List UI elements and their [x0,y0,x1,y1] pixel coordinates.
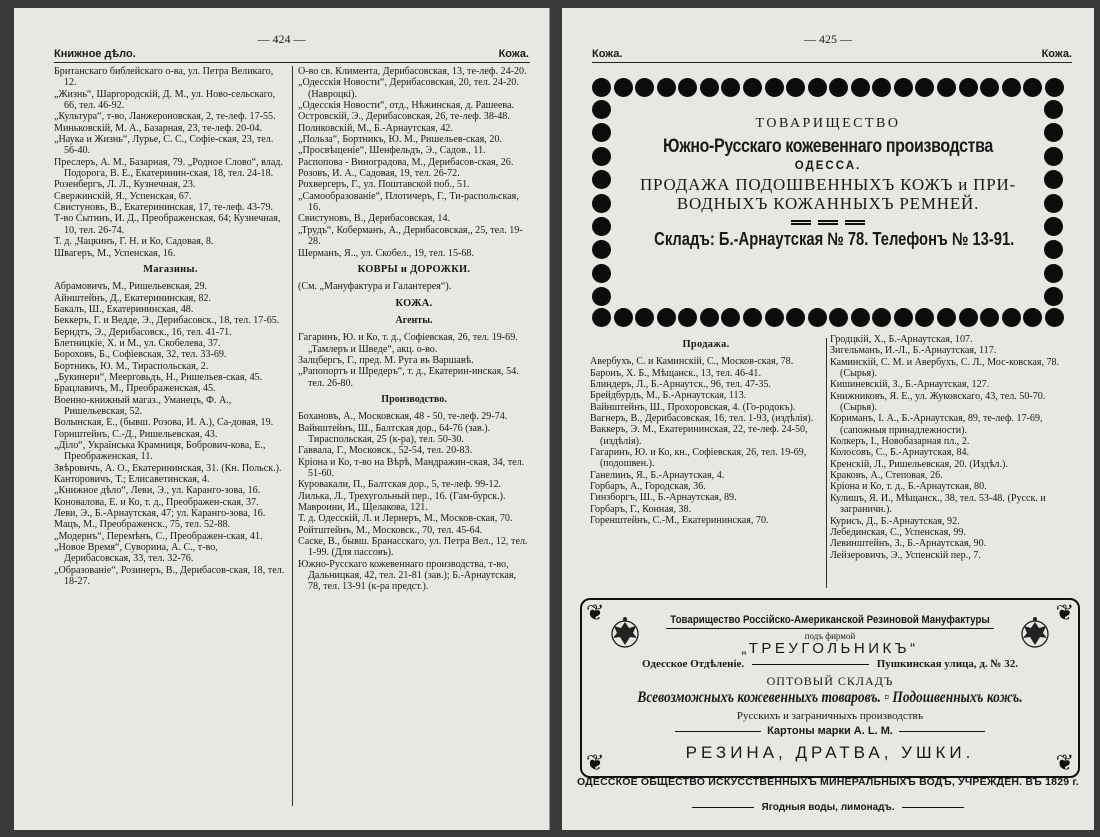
ad2-manufactory-name: Товарищество Россійско-Американской Резиновой Мануфактуры [666,614,994,629]
border-dot [959,78,978,97]
border-dot [1044,240,1063,259]
section-heading: КОЖА. [395,297,433,309]
border-dot [1045,78,1064,97]
directory-entry: Кренскій, Л., Ришельевская, 20. (Издѣл.). [830,458,1008,470]
directory-entry: Вагнеръ, В., Дерибасовская, 16, тел. 1-93, (издѣлія). [590,413,814,425]
directory-entry: Свержинскій, Я., Успенская, 67. [54,190,192,202]
border-dot [592,147,611,166]
directory-entry: Звѣровичъ, А. О., Екатерининская, 31. (Кн. Польск.). [54,462,282,474]
directory-entry: Лилька, Л., Трехугольный пер., 16. (Гам-бурск.). [298,490,506,502]
running-header-left: Кожа. [592,48,623,60]
directory-entry: „Образованіе“, Розинеръ, В., Дерибасов-ская, 18, тел. 18-27. [54,564,285,588]
directory-entry: Колосовъ, С., Б.-Арнаутская, 84. [830,447,970,459]
border-dot [980,308,999,327]
directory-entry: Бортникъ, Ю. М., Тираспольская, 2. [54,360,209,372]
dot-border-bottom [592,308,1064,328]
directory-entry: Рохвергеръ, Г., ул. Поштавской поб., 51. [298,179,470,191]
directory-entry: Ганелинъ, Я., Б.-Арнаутская, 4. [590,469,725,481]
ornament-icon: ❦ [586,600,605,625]
directory-entry: „Польза“, Бортникъ, Ю. М., Ришельев-ская, 20. [298,134,502,146]
directory-entry: Южно-Русскаго кожевеннаго производства, т-во, Дальницкая, 42, тел. 21-81 (зав.); Б.-Арнаутская, 78, тел. 13-91 (к-ра предст.). [298,558,517,593]
ad2-brand: „ТРЕУГОЛЬНИКЪ“ [741,640,919,657]
directory-entry: Кріона и Ко, т. д., Б.-Арнаутская, 80. [830,481,987,493]
directory-entry: Швагеръ, М., Успенская, 16. [54,247,176,259]
border-dot [592,264,611,283]
ad2-rule [899,731,985,732]
border-dot [872,78,891,97]
border-dot [700,78,719,97]
border-dot [915,78,934,97]
border-dot [592,308,611,327]
border-dot [786,308,805,327]
ad-city: ОДЕССА. [794,160,862,172]
border-dot [851,78,870,97]
double-eagle-emblem-icon [1018,616,1052,650]
ad-partnership-label: ТОВАРИЩЕСТВО [755,116,901,131]
directory-entry: Леви, Э., Б.-Арнаутская, 47; ул. Каранго-зова, 16. [54,508,266,520]
directory-entry: Краковъ, А., Степовая, 26. [830,470,943,482]
left-column-1 [54,66,287,826]
directory-entry: Беккеръ, Г. и Ведде, Э., Дерибасовск., 18, тел. 17-65. [54,315,280,327]
border-dot [1023,78,1042,97]
border-dot [592,217,611,236]
tannery-advertisement [592,78,1064,328]
directory-entry: „Жизнь“, Шаргородскій, Д. М., ул. Ново-сельскаго, 66, тел. 46-92. [54,88,276,112]
directory-entry: „Самообразованіе“, Плотичеръ, Г., Ти-распольская, 16. [298,190,519,214]
border-dot [1044,264,1063,283]
border-dot [808,78,827,97]
directory-entry: Розенбергъ, Л. Л., Кузнечная, 23. [54,179,196,191]
directory-entry: Бохановъ, А., Московская, 48 - 50, те-леф. 29-74. [298,411,508,423]
directory-entry: Канторовичъ, Т.; Елисаветинская, 4. [54,474,210,486]
border-dot [743,308,762,327]
border-dot [894,78,913,97]
column-divider [826,338,827,588]
ornament-icon: ❦ [1055,750,1074,775]
directory-entry: О-во св. Климента, Дерибасовская, 13, те-леф. 24-20. [298,66,527,77]
directory-entry: Волынская, Е., (бывш. Розова, И. А.), Са-довая, 19. [54,417,274,429]
border-dot [1044,100,1063,119]
berry-waters-label: Ягодныя воды, лимонадъ. [761,802,895,813]
border-dot [765,78,784,97]
border-dot [1044,123,1063,142]
directory-entry: Берндтъ, Э., Дерибасовск., 16, тел. 41-71. [54,326,232,338]
directory-entry: Левинштейнъ, З., Б.-Арнаутская, 90. [830,538,987,550]
border-dot [614,78,633,97]
border-dot [980,78,999,97]
directory-entry: Шерманъ, Я.., ул. Скобел., 19, тел. 15-68. [298,247,474,259]
directory-entry: Свистуновъ, В., Дерибасовская, 14. [298,213,451,225]
section-heading: Магазины. [143,263,198,275]
directory-entry: Поликовскій, М., Б.-Арнаутская, 42. [298,122,453,134]
double-eagle-emblem-icon [608,616,642,650]
ad2-branch-line [642,658,1018,670]
ad-products: ПРОДАЖА ПОДОШВЕННЫХЪ КОЖЪ и ПРИ-ВОДНЫХЪ КОЖАННЫХЪ РЕМНЕЙ. [639,175,1017,213]
column-divider [292,66,293,806]
border-dot [1044,217,1063,236]
directory-entry: Гаввала, Г., Московск., 52-54, тел. 20-83. [298,445,473,457]
directory-entry: Ваккеръ, Э. М., Екатерининская, 22, те-леф. 24-50, (издѣлія). [590,424,808,447]
directory-entry: Горбаръ, Г., Конная, 38. [590,503,692,515]
right-page [562,8,1094,830]
border-dot [592,170,611,189]
running-header-left: Книжное дѣло. [54,48,136,60]
directory-entry: Вайнштейнъ, Ш., Прохоровская, 4. (Го-родокъ). [590,401,796,413]
directory-entry: Айнштейнъ, Д., Екатерининская, 82. [54,292,211,304]
running-header-right: Кожа. [1041,48,1072,60]
directory-entry: Зигельманъ, И.-Л., Б.-Арнаутская, 117. [830,345,997,357]
header-rule [592,62,1072,63]
directory-entry: Т. д. „Чацкинъ, Г. Н. и Ко, Садовая, 8. [54,236,214,248]
directory-entry: Колкеръ, І., Новобазарная пл., 2. [830,436,970,448]
ad2-address: Пушкинская улица, д. № 32. [876,658,1018,670]
directory-entry: Гродцкій, Х., Б.-Арнаутская, 107. [830,334,973,345]
border-dot [657,308,676,327]
border-dot [829,308,848,327]
ad2-rule [675,731,761,732]
border-dot [657,78,676,97]
directory-entry: Розовъ, И. А., Садовая, 19, тел. 26-72. [298,168,460,180]
dot-border-right [1044,100,1064,306]
rule [692,807,754,808]
border-dot [1044,170,1063,189]
directory-entry: Абрамовичъ, М., Ришельевская, 29. [54,281,208,293]
border-dot [829,78,848,97]
section-heading: Продажа. [682,339,730,350]
directory-entry: „Наука и Жизнь“, Лурье, С. С., Софіе-ская, 23, тел. 56-40. [54,134,274,157]
ad2-branch: Одесское Отдѣленіе. [642,658,745,670]
directory-entry: Брейдбурдъ, М., Б.-Арнаутская, 113. [590,390,747,402]
directory-entry: Британскаго библейскаго о-ва, ул. Петра Великаго, 12. [54,66,274,89]
directory-entry: „Діло“, Українська Крамниця, Бобрович-кова, Е., Преображенская, 11. [54,440,266,463]
ornament-icon: ❦ [586,750,605,775]
directory-entry: „Букинери“, Меерговьдъ, Н., Ришельев-ская, 45. [54,371,263,383]
border-dot [592,240,611,259]
border-dot [1002,78,1021,97]
right-column-1 [590,334,822,594]
border-dot [937,78,956,97]
directory-entry: Мацъ, М., Преображенск., 75, тел. 52-88. [54,519,231,531]
directory-entry: Коновалова, Е. и Ко, т. д., Преображен-ская, 37. [54,496,259,508]
border-dot [851,308,870,327]
ad2-dash [752,664,869,665]
border-dot [678,78,697,97]
page-number: — 425 — [804,32,852,46]
header-rule [54,62,530,63]
border-dot [721,308,740,327]
directory-entry: Кишиневскій, З., Б.-Арнаутская, 127. [830,379,990,391]
border-dot [1002,308,1021,327]
border-dot [678,308,697,327]
directory-entry: Горбаръ, А., Городская, 36. [590,481,706,493]
berry-waters-line [562,802,1094,813]
mineral-water-company: ОДЕССКОЕ ОБЩЕСТВО ИСКУССТВЕННЫХЪ МИНЕРАЛЬНЫХЪ ВОДЪ, УЧРЕЖДЕН. ВЪ 1829 г. [576,776,1080,788]
border-dot [872,308,891,327]
ad-company-name: Южно-Русскаго кожевеннаго производства [663,136,993,157]
directory-entry: Преслеръ, А. М., Базарная, 79. „Родное Слово“, влад. Подорога, В. Е., Екатеринин-ская, 18, тел. 24-18. [54,156,283,180]
directory-entry: Лейзеровичъ, Э., Успенскій пер., 7. [830,549,981,561]
border-dot [1044,147,1063,166]
directory-entry: (См. „Мануфактура и Галантерея“). [298,281,452,293]
directory-entry: Т-во Сытинъ, И. Д., Преображенская, 64; Кузнечная, 10, тел. 26-74. [54,213,281,236]
directory-entry: Каминскій, С. М. и Авербухъ, С. Л., Мос-ковская, 78. (Сырья). [830,356,1060,380]
border-dot [721,78,740,97]
directory-entry: „Модернъ“, Перемѣнъ, С., Преображен-ская, 41. [54,530,263,542]
ad2-goods: Всевозможныхъ кожевенныхъ товаровъ. ▫ Подошвенныхъ кожъ. [637,689,1023,706]
border-dot [808,308,827,327]
subsection-heading: Агенты. [395,314,433,326]
directory-entry: Авербухъ, С. и Каминскій, С., Москов-ская, 78. [590,356,794,368]
border-dot [592,287,611,306]
border-dot [894,308,913,327]
border-dot [765,308,784,327]
directory-entry: Брацлавичъ, М., Преображенская, 45. [54,383,216,395]
directory-entry: Кріона и Ко, т-во на Вѣрѣ, Мандражин-ская, 34, тел. 51-60. [298,456,525,479]
border-dot [635,78,654,97]
border-dot [592,78,611,97]
border-dot [1044,194,1063,213]
directory-entry: Гинзборгъ, Ш., Б.-Арнаутская, 89. [590,492,737,504]
ornament-icon: ❦ [1055,600,1074,625]
directory-entry: Книжниковъ, Я. Е., ул. Жуковскаго, 43, тел. 50-70. (Сырья). [830,390,1046,414]
border-dot [915,308,934,327]
directory-entry: Гагаринъ, Ю. и Ко, кн., Софіевская, 26, тел. 19-69, (подошвен.). [590,447,807,470]
directory-entry: Кулишъ, Я. И., Мѣщанск., 38, тел. 53-48. (Русск. и заграничн.). [830,492,1046,516]
right-column-2 [830,334,1072,594]
page-number: — 424 — [257,32,306,46]
border-dot [700,308,719,327]
directory-entry: Распопова - Виноградова, М., Дерибасов-ская, 26. [298,156,514,168]
ad2-wholesale: ОПТОВЫЙ СКЛАДЪ [766,674,894,688]
directory-entry: Лебединская, С., Успенская, 99. [830,526,966,538]
directory-entry: „Просвѣщеніе“, Шенфельдъ, Э., Садов., 11. [298,145,486,157]
directory-entry: Мавроини, И., Щелакова, 121. [298,502,428,514]
directory-entry: Т. д. Одесскій, Л. и Лернеръ, М., Москов-ская, 70. [298,513,513,525]
ad2-cardboard: Картоны марки А. L. М. [767,725,893,737]
directory-entry: Куровакали, П., Балтская дор., 5, те-леф. 99-12. [298,479,502,491]
directory-entry: „Одесскія Новости“, отд., Нѣжинская, д. Рашеева. [298,100,514,112]
left-column-2 [298,66,530,826]
border-dot [786,78,805,97]
directory-entry: Вайнштейнъ, Ш., Балтская дор., 64-76 (зав.). Тираспольская, 25 (к-ра), тел. 50-30. [298,422,491,445]
directory-entry: Горенштейнъ, С.-М., Екатерининская, 70. [590,515,769,527]
ad2-cardboard-line [582,725,1078,737]
directory-entry: Бакалъ, Ш., Екатерининская, 48. [54,303,194,315]
border-dot [1045,308,1064,327]
directory-entry: Курисъ, Д., Б.-Арнаутская, 92. [830,515,960,527]
directory-entry: „Культура“, т-во, Ланжероновская, 2, те-леф. 17-55. [54,111,276,123]
dot-border-left [592,100,612,306]
directory-entry: Островскій, Э., Дерибасовская, 26, те-леф. 38-48. [298,111,510,123]
ad-warehouse-phone: Складъ: Б.-Арнаутская № 78. Телефонъ № 13-91. [654,229,1015,249]
directory-entry: Саске, В., бывш. Бранасскаго, ул. Петра Вел., 12, тел. 1-99. (Для пассовъ). [298,536,528,559]
directory-entry: Ройтштейнъ, М., Московск., 70, тел. 45-64. [298,524,483,536]
border-dot [592,123,611,142]
rule [902,807,964,808]
ad-separator [791,220,865,225]
border-dot [592,100,611,119]
border-dot [1044,287,1063,306]
border-dot [614,308,633,327]
directory-entry: „Трудъ“, Коберманъ, А., Дерибасовская,, 25, тел. 19-28. [298,224,523,248]
directory-entry: Миньковскій, М. А., Базарная, 23, те-леф. 20-04. [54,122,263,134]
ad2-origin: Русскихъ и заграничныхъ производствъ [736,710,924,722]
directory-entry: Баронъ, Х. Б., Мѣщанск., 13, тел. 46-41. [590,367,761,379]
dot-border-top [592,78,1064,98]
directory-entry: „Новое Время“, Суворина, А. С., т-во, Дерибасовская, 33, тел. 32-76. [54,542,218,565]
directory-entry: Блиндеръ, Л., Б.-Арнаутск., 96, тел. 47-35. [590,379,771,391]
directory-entry: „Книжное дѣло“, Леви, Э., ул. Каранго-зова, 16. [54,485,261,497]
directory-entry: „Рапопортъ и Шредеръ“, т. д., Екатерин-инская, 54. тел. 26-80. [298,366,519,389]
directory-entry: Кориманъ, І. А., Б.-Арнаутская, 89, те-леф. 17-69, (сапожныя принадлежности). [830,413,1043,436]
left-page [14,8,550,830]
border-dot [592,194,611,213]
treugolnik-advertisement [580,598,1080,778]
directory-entry: Бороховъ, Б., Софіевская, 32, тел. 33-69. [54,349,227,361]
directory-entry: Военно-книжный магаз., Уманецъ, Ф. А., Ришельевская, 52. [54,394,232,417]
running-header-right: Кожа. [498,48,529,60]
ad2-products: РЕЗИНА, ДРАТВА, УШКИ. [685,743,975,762]
directory-entry: Залцбергъ, Г., пред. М. Руга въ Варшавѣ. [298,354,474,366]
border-dot [937,308,956,327]
border-dot [1023,308,1042,327]
border-dot [635,308,654,327]
section-heading: КОВРЫ и ДОРОЖКИ. [357,263,471,275]
border-dot [743,78,762,97]
subsection-heading: Производство. [381,393,447,405]
directory-entry: „Одесскія Новости“, Дерибасовская, 20, тел. 24-20. (Навроцкі). [298,77,519,100]
directory-entry: Гагаринъ, Ю. и Ко, т. д., Софіевская, 26, тел. 19-69. „Тамлеръ и Шведе“, акц. о-во. [298,332,518,355]
directory-entry: Блетницкіе, Х. и М., ул. Скобелева, 37. [54,337,221,349]
directory-entry: Свистуновъ, В., Екатерининская, 17, те-леф. 43-79. [54,202,274,214]
ad2-under-firm: подъ фирмой [804,631,856,641]
directory-entry: Горнштейнъ, С.-Д., Ришельевская, 43. [54,428,218,440]
border-dot [959,308,978,327]
